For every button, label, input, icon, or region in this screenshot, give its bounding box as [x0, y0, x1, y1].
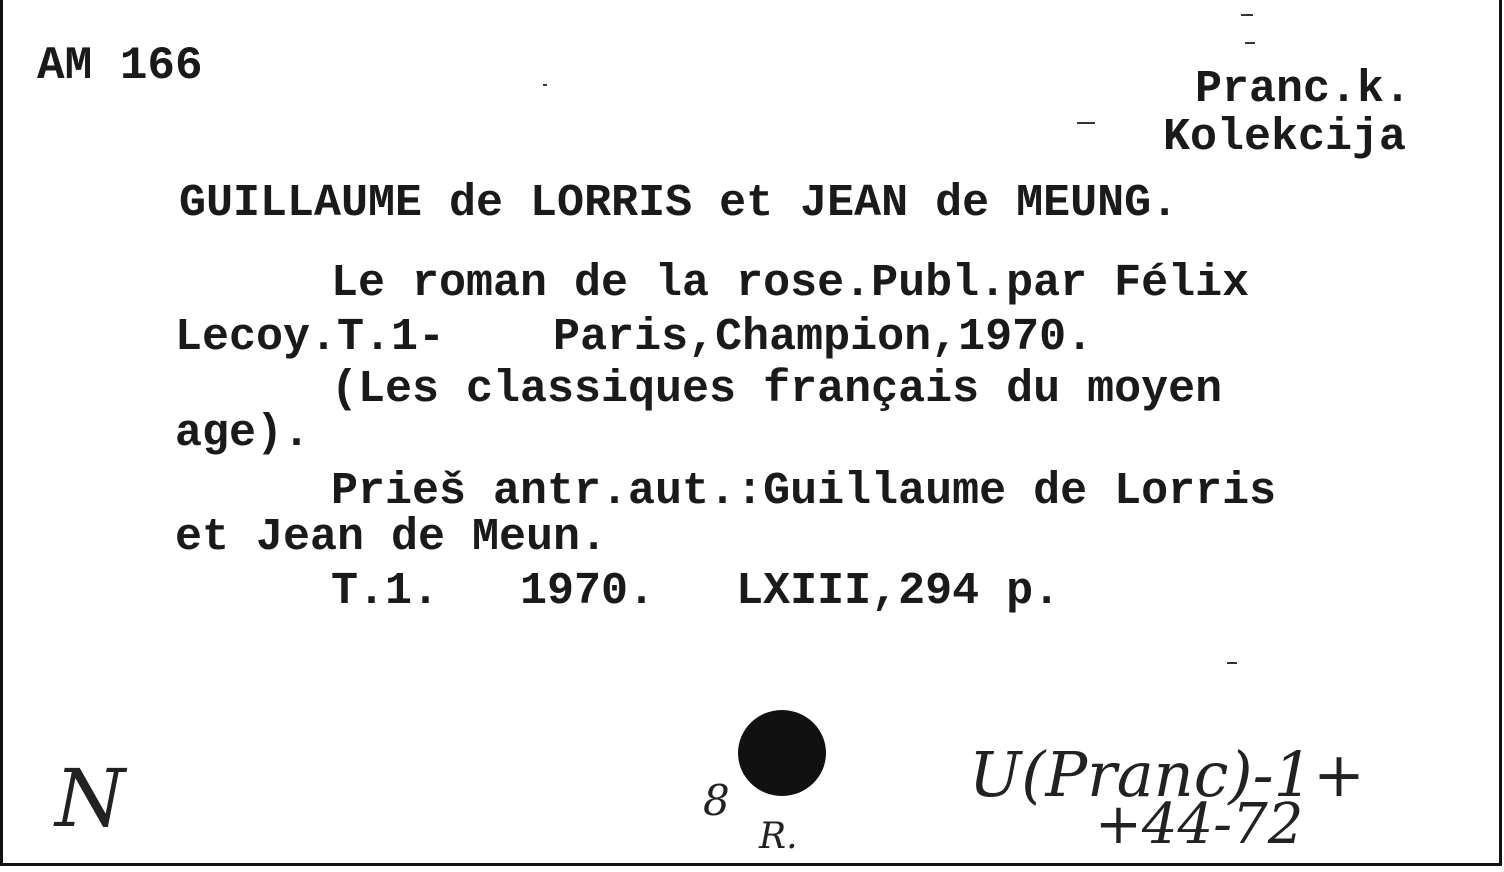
collection-line-1: Pranc.k.: [1195, 64, 1412, 115]
note-line-2: et Jean de Meun.: [175, 512, 608, 563]
handwritten-left-mark: N: [55, 752, 125, 845]
note-line-1: Prieš antr.aut.:Guillaume de Lorris: [331, 466, 1277, 517]
series-line-2: age).: [175, 408, 311, 459]
handwritten-right-line-1: U(Pranc)-1+: [969, 738, 1365, 811]
speck: [1241, 14, 1253, 16]
title-line-1: Le roman de la rose.Publ.par Félix: [331, 258, 1250, 309]
speck: [543, 84, 547, 86]
speck: [1245, 42, 1255, 44]
collection-line-2: Kolekcija: [1163, 112, 1407, 163]
speck: [1227, 662, 1237, 664]
handwritten-right-line-2: +44-72: [1095, 792, 1304, 857]
punch-hole: [738, 710, 826, 796]
call-number: AM 166: [37, 40, 203, 92]
series-line-1: (Les classiques français du moyen: [331, 364, 1223, 415]
volume-line: T.1. 1970. LXIII,294 p.: [331, 566, 1061, 617]
heading-author: GUILLAUME de LORRIS et JEAN de MEUNG.: [179, 178, 1179, 229]
speck: [1077, 122, 1095, 124]
handwritten-center-number: 8: [703, 776, 730, 825]
title-line-2: Lecoy.T.1- Paris,Champion,1970.: [175, 312, 1094, 363]
handwritten-center-letter: R.: [759, 816, 798, 857]
